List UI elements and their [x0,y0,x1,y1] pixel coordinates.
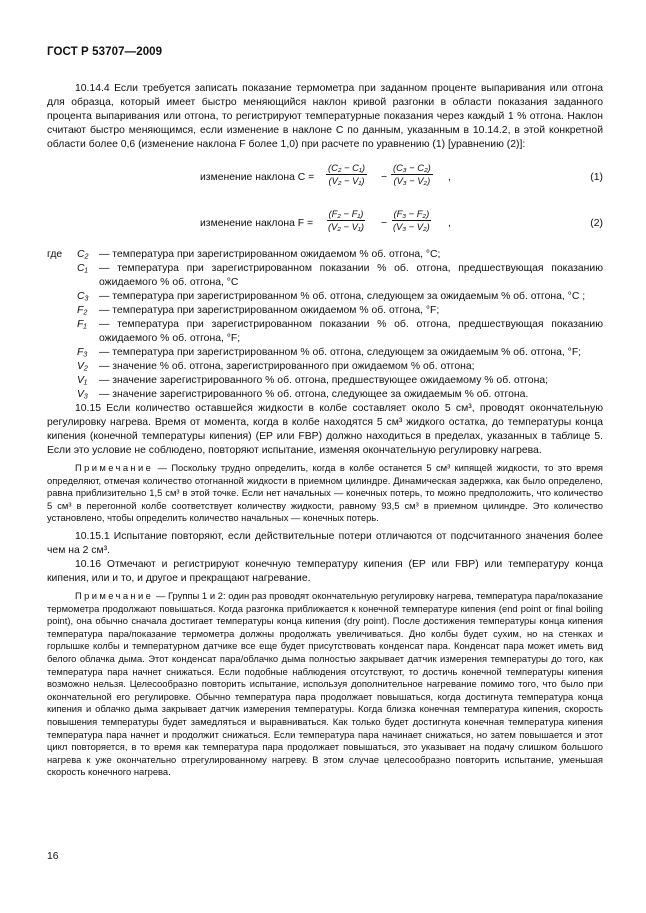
formula-1-number: (1) [590,172,603,183]
note-1-label: Примечание [75,462,154,473]
legend-row [47,388,603,402]
formula-2-minus: − [381,218,388,229]
legend-where: где [47,249,63,260]
paragraph-10-16: 10.16 Отмечают и регистрируют конечную температуру кипения (EP или FBP) или температуру конца кипения, или и то, и другое и прекращают нагревание. [47,558,603,584]
formula-1-fraction-2 [391,162,433,187]
legend-row [47,290,603,304]
document-header: ГОСТ Р 53707—2009 [47,46,163,58]
legend-row [47,262,603,290]
formula-1-lhs: изменение наклона C = [200,172,315,183]
legend-row [47,248,603,262]
legend-symbol: C₂ [77,249,89,260]
formula-2-fraction-1 [326,208,366,233]
formula-2-fraction-2-denominator: (V₃ − V₂) [393,221,430,232]
legend-text: — температура при зарегистрированном показании % об. отгона, предшествующая показанию ожидаемого % об. отгона, °C [99,263,603,288]
note-2-label: Примечание [75,589,154,601]
formula-1-comma: , [448,172,451,183]
page-number: 16 [47,851,59,862]
legend-text: — значение зарегистрированного % об. отгона, следующее за ожидаемым % об. отгона. [99,389,529,400]
formula-2 [47,204,603,244]
formula-2-comma: , [448,218,451,229]
note-2-text: — Группы 1 и 2: один раз проводят окончательную регулировку нагрева, температура пара/показание термометра продолжают повышаться. Когда разгонка приближается к конечной температуре кипения (end point or final boiling point), она обычно сначала достигает температуры конца кипения (dry point). После достижения температуры конца кипения температура пара/показание термометра должны продолжать увеличиваться. Дно колбы будет сухим, но на стенках и горлышке колбы и температурном датчике все еще будет присутствовать конденсат пара. Конденсат пара может иметь вид белого облачка дыма. Этот конденсат пара/облачко дыма полностью закрывает датчик измерения температуры до того, как температура пара начнет снижаться. Если подобные наблюдения отсутствуют, то достичь конечной температуры кипения возможно нельзя. Целесообразно повторить испытание, используя дополнительное нагревание помимо того, что было при окончательной его регулировке. Обычно температура пара продолжает повышаться, когда достигнута температура конца кипения и облачко дыма закрывает датчик измерения температуры. Когда близка конечная температура кипения, скорость повышения температуры будет замедляться и выравниваться. Как только будет достигнута конечная температура кипения температура пара начнет и продолжит снижаться. Если температура пара начинает снижаться, но затем повышается и этот цикл повторяется, в то время как температура пара продолжает повышаться, это указывает на подачу слишком большого нагрева к уже окончательно отрегулированному нагреву. В этом случае целесообразно повторить испытание, уменьшая скорость конечного нагрева. [47,589,603,778]
legend-text: — значение зарегистрированного % об. отгона, предшествующее ожидаемому % об. отгона; [99,375,548,386]
formula-2-fraction-2-numerator: (F₃ − F₂) [393,208,430,219]
legend-symbol: V₃ [77,389,89,400]
legend-symbol: C₃ [77,291,89,302]
document-body [47,82,603,784]
legend-symbol: V₂ [77,361,88,372]
legend-text: — значение % об. отгона, зарегистрированного при ожидаемом % об. отгона; [99,361,475,372]
formula-1 [47,158,603,198]
paragraph-10-14-4: 10.14.4 Если требуется записать показание термометра при заданном проценте выпаривания или отгона для образца, который имеет быстро меняющийся наклон кривой разгонки в области показания заданного процента выпаривания или отгона, то регистрируют температурные показания через каждый 1 % отгона. Наклон считают быстро меняющимся, если изменение в наклоне C по данным, указанным в 10.14.2, в этой конкретной области более 0,6 (изменение наклона F более 1,0) при расчете по уравнению (1) [уравнению (2)]: [47,83,603,150]
legend-row [47,360,603,374]
legend-row [47,318,603,346]
legend-text: — температура при зарегистрированном % об. отгона, следующем за ожидаемым % об. отгона, °C ; [99,291,586,302]
formula-2-number: (2) [590,218,603,229]
legend-text: — температура при зарегистрированном % об. отгона, следующем за ожидаемым % об. отгона, °F; [99,347,582,358]
note-1-text: — Поскольку трудно определить, когда в колбе останется 5 см³ кипящей жидкости, то это время определяют, отмечая количество отогнанной жидкости в приемном цилиндре. Динамическая задержка, как было определено, равна приблизительно 1,5 см³ в этой точке. Если нет начальных — конечных потерь, то можно предположить, что количество 5 см³ в перегонной колбе соответствует количеству жидкости, равному 93,5 см³ в приемном цилиндре. Это количество установлено, чтобы определить количество начальных — конечных потерь. [47,462,603,524]
symbol-legend [47,248,603,402]
formula-1-fraction-1 [326,162,367,187]
note-1 [47,462,603,525]
legend-symbol: F₃ [77,347,88,358]
formula-2-lhs: изменение наклона F = [200,218,314,229]
note-2 [47,590,603,779]
legend-symbol: V₁ [77,375,88,386]
legend-row [47,346,603,360]
formula-2-fraction-1-numerator: (F₂ − F₁) [328,208,364,219]
legend-text: — температура при зарегистрированном ожидаемом % об. отгона, °F; [99,305,440,316]
formula-1-minus: − [381,172,388,183]
formula-1-fraction-1-denominator: (V₂ − V₁) [328,175,365,186]
formula-1-fraction-2-denominator: (V₃ − V₂) [393,175,431,186]
legend-row [47,374,603,388]
legend-text: — температура при зарегистрированном ожидаемом % об. отгона, °C; [99,249,441,260]
paragraph-10-15-1: 10.15.1 Испытание повторяют, если действительные потери отличаются от подсчитанного значения более чем на 2 см³. [47,530,603,556]
legend-symbol: F₂ [77,305,88,316]
formula-1-fraction-2-numerator: (C₃ − C₂) [393,162,431,173]
paragraph-10-15: 10.15 Если количество оставшейся жидкости в колбе составляет около 5 см³, проводят окончательную регулировку нагрева. Время от момента, когда в колбе находятся 5 см³ жидкого остатка, до температуры конца кипения (конечной температуры кипения) (EP или FBP) должно находиться в пределах, указанных в таблице 5. Если это условие не соблюдено, повторяют испытание, изменяя окончательную регулировку нагрева. [47,403,603,456]
legend-symbol: C₁ [77,263,88,274]
legend-symbol: F₁ [77,319,87,330]
formula-2-fraction-2 [391,208,432,233]
legend-text: — температура при зарегистрированном показании % об. отгона, предшествующая показанию ожидаемого % об. отгона, °F; [99,319,603,344]
legend-row [47,304,603,318]
formula-1-fraction-1-numerator: (C₂ − C₁) [328,162,366,173]
formula-2-fraction-1-denominator: (V₂ − V₁) [328,221,364,232]
